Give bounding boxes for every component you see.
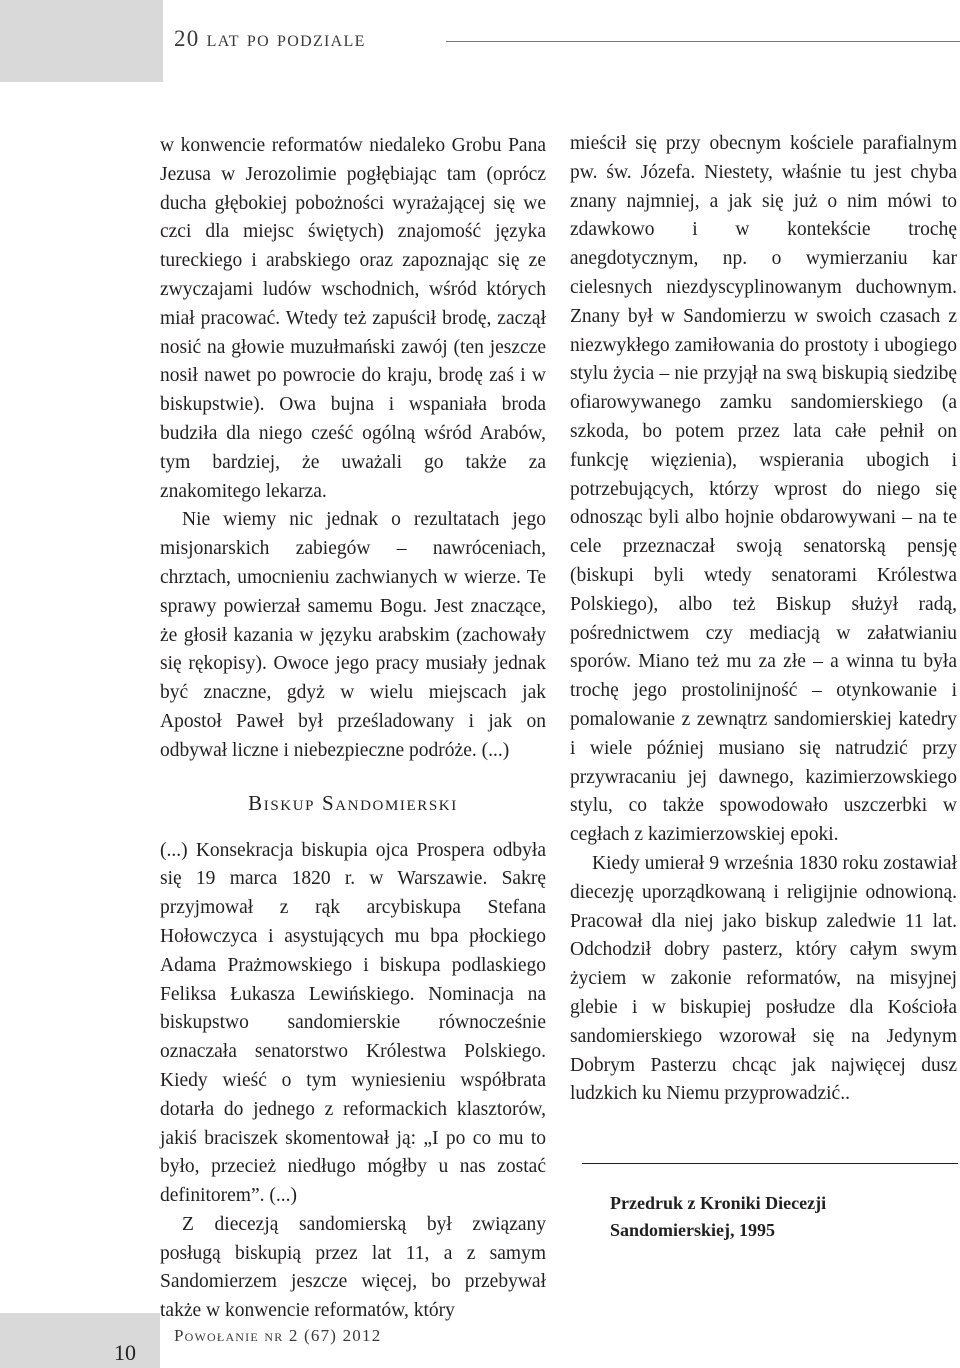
- article-paragraph: Nie wiemy nic jednak o rezultatach jego misjonarskich zabiegów – nawróceniach, chrztach, umocnieniu zachwianych w wierze. Te sprawy powierzał samemu Bogu. Jest znaczące, że głosił kazania w języku arabskim (zachowały się rękopisy). Owoce jego pracy musiały jednak być znaczne, gdyż w wielu miejscach jak Apostoł Paweł był prześladowany i jak on odbywał liczne i niebezpieczne podróże. (...): [160, 509, 546, 761]
- section-heading: Biskup Sandomierski: [248, 790, 458, 815]
- article-paragraph: w konwencie reformatów niedaleko Grobu Pana Jezusa w Jerozolimie pogłębiając tam (oprócz ducha głębokiej pobożności wyrażającej się we czci dla miejsc świętych) znajomość języka tureckiego i arabskiego oraz zapoznając się ze zwyczajami ludów wschodnich, wśród których miał pracować. Wtedy też zapuścił brodę, zaczął nosić na głowie muzułmański zawój (ten jeszcze nosił nawet po powrocie do kraju, brodę zaś i w biskupstwie). Owa bujna i wspaniała broda budziła dla niego cześć ogólną wśród Arabów, tym bardziej, że uważali go także za znakomitego lekarza.: [160, 135, 546, 502]
- source-note-rule: [582, 1163, 958, 1164]
- article-paragraph: (...) Konsekracja biskupia ojca Prospera odbyła się 19 marca 1820 r. w Warszawie. Sakrę przyjmował z rąk arcybiskupa Stefana Hołowczyca i asystujących mu bpa płockiego Adama Prażmowskiego i biskupa podlaskiego Feliksa Łukasza Lewińskiego. Nominacja na biskupstwo sandomierskie równocześnie oznaczała senatorstwo Królestwa Polskiego. Kiedy wieść o tym wyniesieniu współbrata dotarła do jednego z reformackich klasztorów, jakiś braciszek skomentował ją: „I po co mu to było, przecież niedługo mógłby u nas zostać definitorem”. (...): [160, 839, 546, 1207]
- article-paragraph: Kiedy umierał 9 września 1830 roku zostawiał diecezję uporządkowaną i religijnie odnowioną. Pracował dla niej jako biskup zaledwie 11 lat. Odchodził dobry pasterz, który całym swym życiem w zakonie reformatów, na misyjnej glebie i w biskupiej posłudze dla Kościoła sandomierskiego wzorował się na Jedynym Dobrym Pasterzu chcąc jak najwięcej dusz ludzkich ku Niemu przyprowadzić..: [570, 852, 957, 1105]
- source-note: Przedruk z Kroniki Diecezji Sandomierskiej, 1995: [610, 1193, 827, 1240]
- article-paragraph: mieścił się przy obecnym kościele parafialnym pw. św. Józefa. Niestety, właśnie tu jest chyba znany najmniej, a jak się już o nim mówi to zdawkowo i w kontekście trochę anegdotycznym, np. o wymierzaniu kar cielesnych niezdyscyplinowanym duchownym. Znany był w Sandomierzu w swoich czasach z niezwykłego zamiłowania do prostoty i ubogiego stylu życia – nie przyjął na swą biskupią siedzibę ofiarowywanego zamku sandomierskiego (a szkoda, bo potem przez lata całe pełnił on funkcję więzienia), wspierania ubogich i potrzebujących, którzy wprost do niego się odnosząc byli albo hojnie obdarowywani – na te cele przeznaczał swoją senatorską pensję (biskupi byli wtedy senatorami Królestwa Polskiego), albo też Biskup służył radą, pośrednictwem czy mediacją w załatwianiu sporów. Miano też mu za złe – a winna tu była trochę jego prostolinijność – otynkowanie i pomalowanie z zewnątrz sandomierskiej katedry i wiele później musiano się natrudzić przy przywracaniu jej dawnego, kazimierzowskiego stylu, co także spowodowało uszczerbki w cegłach z kazimierzowskiej epoki.: [570, 133, 957, 846]
- footer-journal-title: Powołanie nr 2 (67) 2012: [174, 1326, 382, 1345]
- article-column-left: [160, 132, 546, 1326]
- header-decor-bar: [0, 0, 163, 82]
- running-header-title: 20 lat po podziale: [174, 26, 366, 51]
- article-column-right: [570, 130, 957, 1109]
- header-rule: [446, 41, 960, 42]
- page-number: 10: [114, 1340, 136, 1365]
- article-paragraph: Z diecezją sandomierską był związany posługą biskupią przez lat 11, a z samym Sandomierzem jeszcze więcej, bo przebywał także w konwencie reformatów, który: [160, 1213, 546, 1322]
- footer-decor-box: [0, 1313, 160, 1368]
